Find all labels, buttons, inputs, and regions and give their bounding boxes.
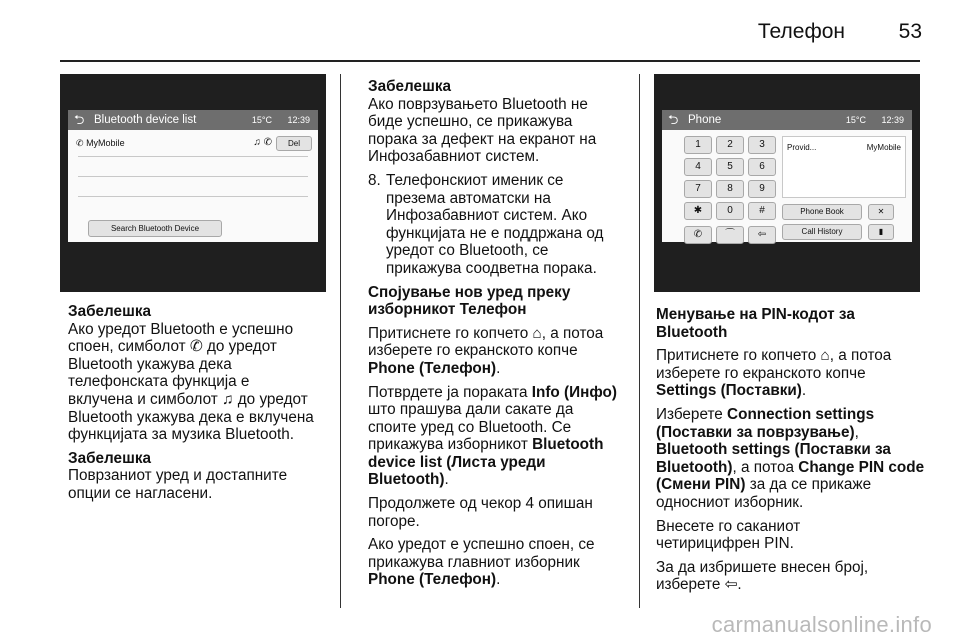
text-line: Инфозабавниот систем. Ако [386,207,588,225]
menu-label: Connection settings [727,405,875,423]
text-line: Bluetooth [656,323,728,341]
hang-up-icon: ⌒ [716,226,744,244]
text-line: изберете го екранското копче [368,342,578,360]
text-line: Менување на PIN-кодот за [656,306,855,323]
menu-label: Phone (Телефон) [368,359,497,377]
separator [78,156,308,157]
column-divider-2 [639,74,640,608]
column-divider-1 [340,74,341,608]
step-8 [368,172,630,278]
menu-label: Bluetooth) [656,458,733,476]
temperature: 15°C [251,115,272,125]
text-line: . [444,471,449,489]
search-bluetooth-device-button: Search Bluetooth Device [88,220,222,237]
text-line: Инфозабавниот систем. [368,148,540,166]
text-line: опции се нагласени. [68,484,213,502]
text-line: Ако уредот е успешно спoен, се [368,536,595,554]
keypad-key: # [748,202,776,220]
text-line: функцијата за музика Bluetooth. [68,426,295,444]
bluetooth-device-list-screenshot [60,74,326,292]
text-line: за да се прикаже [745,476,872,494]
text-line: Поврзаниот уред и достапните [68,467,288,485]
menu-label: device list (Листа уреди Bluetooth) [368,453,546,489]
text-line: . [496,571,501,589]
keypad-key: 1 [684,136,712,154]
step-number: 8. [368,171,381,189]
text-line: изберете го екранското копче [656,364,866,382]
music-phone-icon: ♫ ✆ [253,137,272,148]
text-line: односниот изборник. [656,493,804,511]
paragraph [656,347,926,400]
text-line: Внесете го саканиот [656,517,801,535]
text-line: четирицифрен PIN. [656,535,794,553]
menu-label: (Поставки за поврзување) [656,423,855,441]
section-heading [656,306,926,341]
text-line: . [801,382,807,400]
paragraph [656,406,926,512]
keypad-key: 9 [748,180,776,198]
text-line: Bluetooth укажува дека е вклучена [68,408,314,426]
menu-label: Settings (Поставки) [656,382,802,400]
keypad-key: 4 [684,158,712,176]
text-line: биде успешно, се прикажува [368,113,573,131]
text-line: Спојување нов уред преку [368,283,571,301]
column-1-text [68,303,334,509]
text-line: прикажува изборникот [368,436,533,454]
text-line: Потврдете ја пораката [368,383,532,401]
phone-icon: ✆ [76,138,84,148]
backspace-icon: ⇦ [748,226,776,244]
text-line: прикажува главниот изборник [368,553,580,571]
text-line: порака за дефект на екранот на [368,130,597,148]
text-line: прикажува соодветна порака. [386,259,597,277]
text-line: Продолжете од чекор 4 опишан [368,495,593,513]
paragraph [656,518,926,553]
temperature: 15°C [845,115,866,125]
separator [78,176,308,177]
keypad-key: 3 [748,136,776,154]
screen-title: Bluetooth device list [94,114,197,126]
phone-icon: ▮ [868,224,894,240]
clock: 12:39 [881,115,904,125]
text-line: спoен, симболот ✆ до уредот [68,338,277,356]
text-line: презема автоматски на [386,189,551,207]
text-line: , а потоа [732,458,799,476]
paragraph [656,559,926,594]
device-name: MyMobile [866,143,901,152]
del-button: Del [276,136,312,151]
text-line: Ако поврзувањето Bluetooth не [368,95,588,113]
menu-label: Bluetooth settings (Поставки за [656,441,891,459]
menu-label: Info (Инфо) [531,383,617,401]
text-line: функцијата не е поддржана од [386,224,604,242]
section-heading [368,284,630,319]
text-line: Ако уредот Bluetooth е успешно [68,320,294,338]
back-arrow-icon: ⮌ [668,112,679,127]
text-line: , [854,423,859,441]
text-line: . [496,359,501,377]
note-heading: Забелешка [368,78,451,95]
keypad-key: 0 [716,202,744,220]
keypad-key: 5 [716,158,744,176]
paragraph [368,536,630,589]
text-line: што прашува дали сакате да [368,401,574,419]
keypad-key: ✱ [684,202,712,220]
device-row [76,138,125,149]
text-line: Bluetooth укажува дека [68,355,232,373]
separator [78,196,308,197]
menu-label: (Смени PIN) [656,476,746,494]
keypad-key: 6 [748,158,776,176]
paragraph [368,495,630,530]
screen-title: Phone [688,114,722,126]
note-2 [68,450,334,503]
watermark: carmanualsonline.info [711,612,932,637]
mute-icon: ✕ [868,204,894,220]
keypad-key: 7 [684,180,712,198]
paragraph [368,384,630,490]
note-heading: Забелешка [68,303,151,320]
keypad-key: 8 [716,180,744,198]
text-line: За да избришете внесен број, [656,558,869,576]
keypad-key: 2 [716,136,744,154]
text-line: изберете ⇦. [656,576,742,594]
column-3-text [656,306,926,600]
text-line: Телефонскиот именик се [386,171,564,189]
phone-book-button: Phone Book [782,204,862,220]
text-line: изборникот Телефон [368,301,527,319]
phone-menu-screenshot [654,74,920,292]
note-1 [68,303,334,444]
back-arrow-icon: ⮌ [74,112,85,127]
provider-label: Provid... [787,143,817,152]
text-line: уредот со Bluetooth, се [386,242,549,260]
page-number: 53 [898,20,922,43]
text-line: вклучена и симболот ♫ до уредот [68,390,308,408]
text-line: Притиснете го копчето ⌂, а потоа [368,324,604,342]
call-icon: ✆ [684,226,712,244]
note-heading: Забелешка [68,449,151,467]
menu-label: Change PIN code [798,458,925,476]
text-line: Притиснете го копчето ⌂, а потоа [656,347,892,365]
call-history-button: Call History [782,224,862,240]
text-line: Изберете [656,405,728,423]
column-2-text [368,78,630,595]
text-line: телефонската функција е [68,373,250,391]
note [368,78,630,166]
text-line: погоре. [368,512,420,530]
menu-label: Bluetooth [532,436,604,454]
header-rule [60,60,920,62]
page-title: Телефон [757,20,845,43]
clock: 12:39 [287,115,310,125]
menu-label: Phone (Телефон) [368,571,497,589]
text-line: споите уред со Bluetooth. Се [368,418,572,436]
status-panel [782,136,906,198]
page-header [0,18,960,50]
paragraph [368,325,630,378]
device-name: MyMobile [86,138,125,148]
